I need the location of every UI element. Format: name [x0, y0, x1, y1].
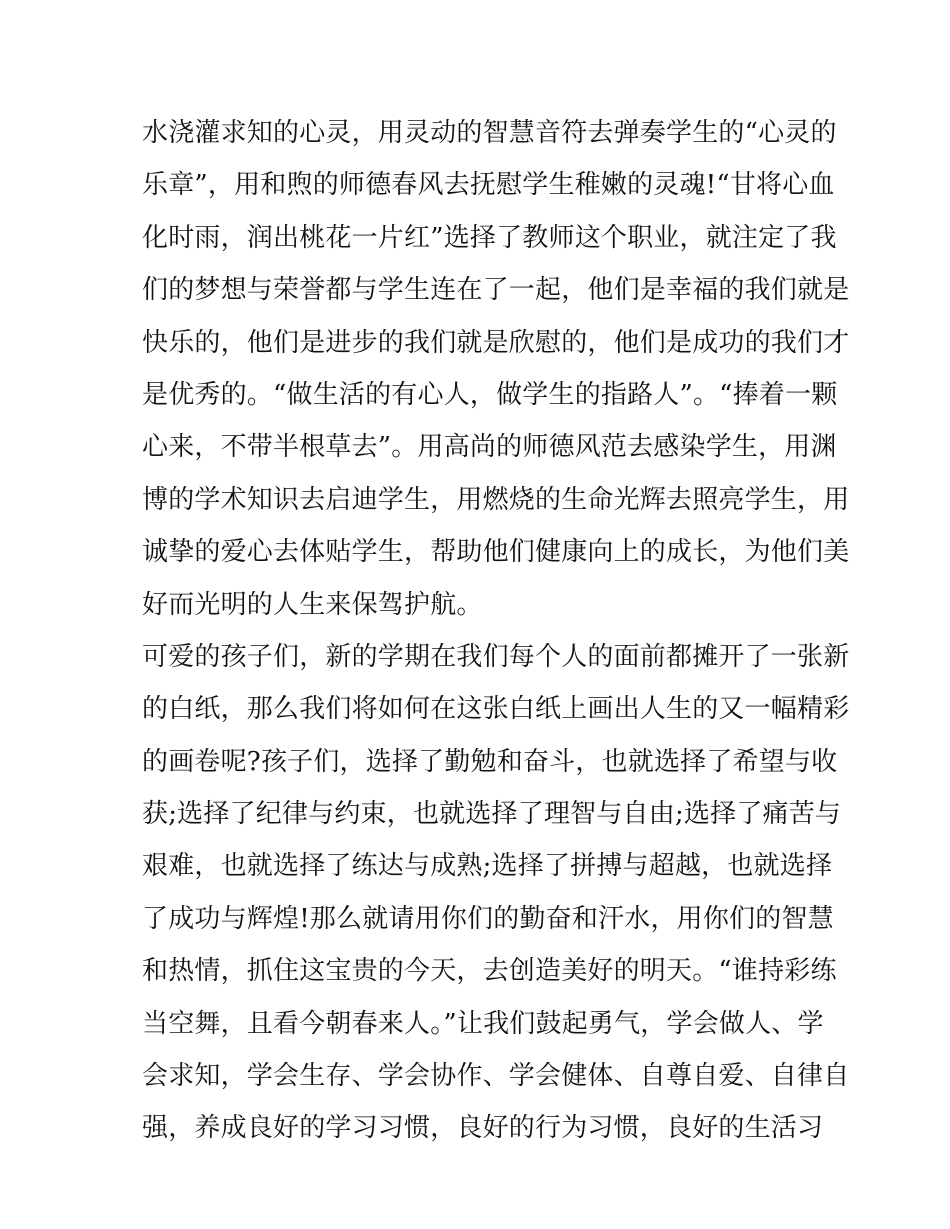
text-line: 是优秀的。“做生活的有心人，做学生的指路人”。“捧着一颗 — [142, 379, 838, 410]
body-text — [142, 107, 850, 1155]
text-line: 艰难，也就选择了练达与成熟;选择了拼搏与超越，也就选择 — [142, 851, 833, 882]
text-line: 和热情，抓住这宝贵的今天，去创造美好的明天。“谁持彩练 — [142, 956, 837, 987]
text-line: 心来，不带半根草去”。用高尚的师德风范去感染学生，用渊 — [142, 432, 837, 463]
text-line: 的白纸，那么我们将如何在这张白纸上画出人生的又一幅精彩 — [142, 694, 850, 725]
text-line: 乐章”，用和煦的师德春风去抚慰学生稚嫩的灵魂!“甘将心血 — [142, 170, 835, 201]
text-line: 的画卷呢?孩子们，选择了勤勉和奋斗，也就选择了希望与收 — [142, 746, 838, 777]
text-line: 了成功与辉煌!那么就请用你们的勤奋和汗水，用你们的智慧 — [142, 903, 834, 934]
text-line: 获;选择了纪律与约束，也就选择了理智与自由;选择了痛苦与 — [142, 799, 842, 830]
text-line: 快乐的，他们是进步的我们就是欣慰的，他们是成功的我们才 — [142, 327, 850, 358]
text-line: 们的梦想与荣誉都与学生连在了一起，他们是幸福的我们就是 — [142, 275, 850, 306]
text-line: 好而光明的人生来保驾护航。 — [142, 589, 483, 620]
text-line: 水浇灌求知的心灵，用灵动的智慧音符去弹奏学生的“心灵的 — [142, 118, 837, 148]
text-line: 会求知，学会生存、学会协作、学会健体、自尊自爱、自律自 — [142, 1061, 850, 1092]
text-line: 强，养成良好的学习习惯，良好的行为习惯，良好的生活习 — [142, 1113, 824, 1144]
text-line: 化时雨，润出桃花一片红”选择了教师这个职业，就注定了我 — [142, 222, 837, 253]
text-line: 诚挚的爱心去体贴学生，帮助他们健康向上的成长，为他们美 — [142, 537, 850, 568]
text-line: 博的学术知识去启迪学生，用燃烧的生命光辉去照亮学生，用 — [142, 484, 850, 515]
text-line: 当空舞，且看今朝春来人。”让我们鼓起勇气，学会做人、学 — [142, 1008, 824, 1039]
text-line: 可爱的孩子们，新的学期在我们每个人的面前都摊开了一张新 — [142, 641, 850, 672]
